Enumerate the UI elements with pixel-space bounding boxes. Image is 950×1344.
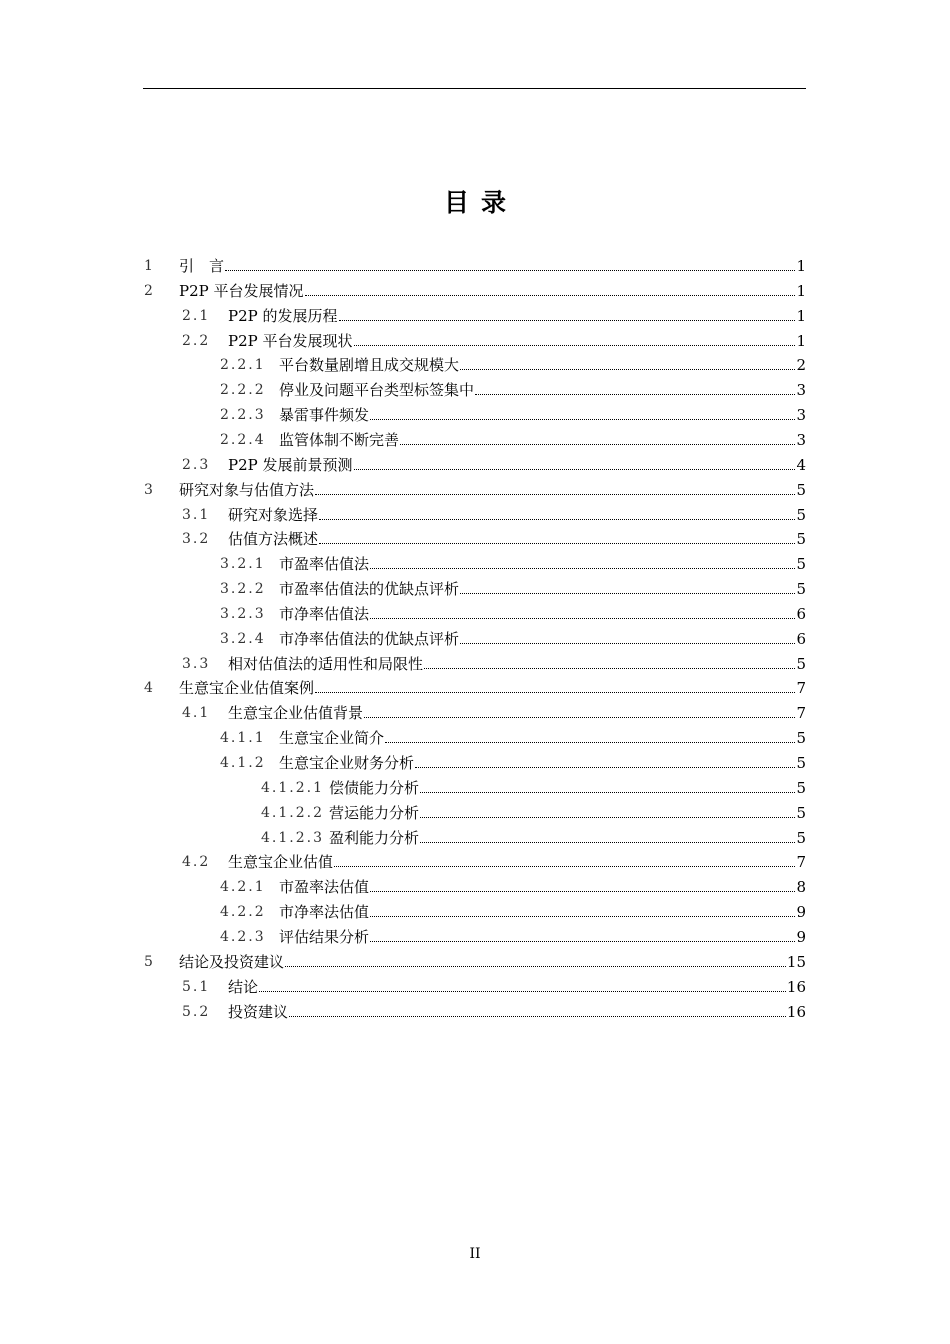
toc-entry[interactable] (0, 921, 806, 946)
toc-entry-label (279, 381, 806, 399)
toc-entry-label (279, 356, 806, 374)
toc-entry-label (279, 406, 806, 424)
toc-entry-page: 9 (796, 903, 806, 922)
toc-entry-label (279, 580, 806, 598)
toc-entry-title: 投资建议 (228, 1002, 289, 1021)
toc-entry[interactable] (0, 499, 806, 524)
toc-entry-number: 3.2.1 (220, 556, 266, 573)
dot-leader (354, 345, 796, 346)
toc-entry-title: 市净率法估值 (279, 903, 370, 922)
toc-entry-number: 3.3 (182, 655, 211, 672)
dot-leader (420, 842, 795, 843)
dot-leader (460, 643, 795, 644)
toc-entry[interactable] (0, 349, 806, 374)
toc-entry[interactable] (0, 449, 806, 474)
dot-leader (420, 817, 795, 818)
dot-leader (424, 668, 795, 669)
header-rule (143, 88, 806, 89)
toc-entry-title: P2P 的发展历程 (228, 306, 338, 325)
toc-entry-page: 5 (796, 530, 806, 549)
toc-entry-label (279, 928, 806, 946)
toc-entry-label (279, 555, 806, 573)
toc-entry[interactable] (0, 996, 806, 1021)
dot-leader (400, 444, 795, 445)
toc-entry-title: 营运能力分析 (329, 803, 420, 822)
toc-entry-number: 2.2 (182, 332, 211, 349)
toc-entry-page: 4 (796, 455, 806, 474)
toc-entry-page: 1 (796, 281, 806, 300)
toc-entry-page: 5 (796, 754, 806, 772)
dot-leader (354, 469, 796, 470)
toc-entry[interactable] (0, 548, 806, 573)
toc-entry-title: 暴雷事件频发 (279, 406, 370, 425)
toc-entry-number: 4.2.1 (220, 879, 266, 896)
toc-entry-page: 16 (786, 977, 806, 996)
page-number: II (469, 1246, 481, 1262)
toc-entry-title: 偿债能力分析 (329, 778, 420, 797)
toc-entry-title: 市净率估值法的优缺点评析 (279, 629, 460, 648)
toc-entry-number: 4.1.2.1 (261, 779, 324, 796)
toc-entry-label (279, 630, 806, 648)
toc-entry-label (228, 307, 806, 325)
dot-leader (370, 941, 795, 942)
toc-entry-label (228, 456, 806, 474)
toc-entry-number: 2.2.1 (220, 357, 266, 374)
toc-entry-title: 市盈率估值法 (279, 555, 370, 574)
dot-leader (370, 891, 795, 892)
toc-entry-label (329, 829, 806, 847)
toc-entry-number: 3.2.2 (220, 581, 266, 598)
toc-entry-page: 2 (796, 356, 806, 375)
dot-leader (339, 320, 796, 321)
toc-entry-number: 3.2.4 (220, 630, 266, 647)
toc-entry-label (279, 729, 806, 747)
toc-entry-title: 引 言 (179, 257, 225, 275)
toc-entry-label (279, 754, 806, 772)
dot-leader (370, 916, 795, 917)
toc-entry[interactable] (0, 325, 806, 350)
toc-entry[interactable] (0, 971, 806, 996)
toc-entry-label (179, 481, 806, 499)
toc-entry-title: 研究对象选择 (228, 505, 319, 524)
toc-entry-page: 5 (796, 654, 806, 673)
dot-leader (259, 991, 786, 992)
toc-entry-title: 估值方法概述 (228, 530, 319, 549)
toc-entry-title: 研究对象与估值方法 (179, 480, 315, 499)
toc-entry-number: 2 (144, 282, 155, 299)
toc-entry-number: 4.1 (182, 705, 211, 722)
toc-entry-page: 7 (796, 679, 806, 698)
toc-entry-page: 8 (796, 878, 806, 897)
toc-entry-number: 3.2 (182, 531, 211, 548)
toc-entry[interactable] (0, 300, 806, 325)
dot-leader (319, 543, 795, 544)
toc-entry-label (228, 332, 806, 350)
toc-entry-label (279, 903, 806, 921)
toc-entry-label (279, 431, 806, 449)
toc-entry-page: 5 (796, 828, 806, 847)
toc-entry[interactable] (0, 672, 806, 697)
toc-entry[interactable] (0, 946, 806, 971)
toc-entry-title: 相对估值法的适用性和局限性 (228, 654, 424, 673)
dot-leader (370, 419, 795, 420)
toc-entry-number: 5.2 (182, 1003, 211, 1020)
toc-entry-label (228, 530, 806, 548)
toc-entry-title: 盈利能力分析 (329, 828, 420, 847)
toc-entry[interactable] (0, 697, 806, 722)
toc-entry-page: 5 (796, 778, 806, 797)
toc-entry-number: 2.1 (182, 307, 211, 324)
toc-entry[interactable] (0, 474, 806, 499)
dot-leader (415, 767, 795, 768)
toc-entry-number: 4.2.2 (220, 904, 266, 921)
dot-leader (370, 618, 795, 619)
toc-entry-page: 7 (796, 853, 806, 872)
toc-entry-label (228, 506, 806, 524)
toc-entry[interactable] (0, 747, 806, 772)
toc-entry-page: 7 (796, 704, 806, 723)
toc-entry[interactable] (0, 871, 806, 896)
toc-entry[interactable] (0, 797, 806, 822)
toc-entry-number: 3.1 (182, 506, 211, 523)
dot-leader (334, 866, 795, 867)
toc-entry-label (228, 655, 806, 673)
toc-entry-page: 1 (796, 257, 806, 275)
toc-entry[interactable] (0, 523, 806, 548)
toc-entry-page: 3 (796, 381, 806, 400)
toc-entry-page: 6 (796, 629, 806, 648)
toc-entry-label (179, 953, 806, 971)
dot-leader (289, 1016, 786, 1017)
toc-entry[interactable] (0, 648, 806, 673)
toc-entry-title: 市净率估值法 (279, 604, 370, 623)
toc-entry[interactable] (0, 250, 806, 275)
toc-entry-page: 5 (796, 480, 806, 499)
toc-entry-number: 2.3 (182, 456, 211, 473)
toc-entry-number: 2.2.4 (220, 431, 266, 448)
toc-entry-title: 评估结果分析 (279, 927, 370, 946)
dot-leader (285, 966, 786, 967)
toc-entry[interactable] (0, 399, 806, 424)
toc-entry-label (179, 282, 806, 300)
toc-entry-title: P2P 发展前景预测 (228, 455, 353, 474)
toc-entry[interactable] (0, 772, 806, 797)
dot-leader (364, 717, 795, 718)
toc-entry-number: 4.1.2.2 (261, 804, 324, 821)
toc-entry-page: 3 (796, 406, 806, 425)
toc-entry-label (179, 679, 806, 697)
toc-entry[interactable] (0, 822, 806, 847)
toc-entry-label (329, 804, 806, 822)
dot-leader (460, 593, 795, 594)
toc-entry-number: 2.2.2 (220, 382, 266, 399)
toc-entry-page: 9 (796, 927, 806, 946)
dot-leader (225, 270, 795, 271)
toc-entry-number: 4.2 (182, 854, 211, 871)
toc-entry[interactable] (0, 598, 806, 623)
toc-entry-page: 15 (786, 952, 806, 971)
toc-entry-title: 监管体制不断完善 (279, 430, 400, 449)
toc-entry-number: 4.1.2 (220, 755, 266, 771)
dot-leader (319, 519, 795, 520)
toc-entry-page: 5 (796, 555, 806, 574)
toc-entry-page: 5 (796, 803, 806, 822)
toc-entry[interactable] (0, 722, 806, 747)
toc-entry-page: 3 (796, 430, 806, 449)
toc-entry-label (279, 605, 806, 623)
toc-entry-number: 4 (144, 680, 155, 697)
toc-entry[interactable] (0, 573, 806, 598)
toc-entry-label (228, 978, 806, 996)
toc-entry[interactable] (0, 275, 806, 300)
toc-entry-page: 16 (786, 1002, 806, 1021)
toc-entry[interactable] (0, 846, 806, 871)
toc-entry-page: 1 (796, 331, 806, 350)
toc-entry-number: 5 (144, 953, 155, 970)
toc-entry-title: 生意宝企业估值案例 (179, 679, 315, 698)
toc-entry[interactable] (0, 374, 806, 399)
toc-entry-page: 5 (796, 729, 806, 748)
dot-leader (315, 494, 795, 495)
toc-entry-title: 结论 (228, 977, 259, 996)
toc-entry-label (228, 1003, 806, 1021)
toc-entry[interactable] (0, 623, 806, 648)
toc-entry-title: 生意宝企业简介 (279, 729, 385, 748)
toc-entry-number: 3.2.3 (220, 605, 266, 622)
toc-entry-title: P2P 平台发展现状 (228, 331, 353, 350)
dot-leader (475, 394, 795, 395)
toc-entry-page: 1 (796, 306, 806, 325)
toc-entry-label (228, 853, 806, 871)
toc-entry-number: 1 (144, 258, 155, 274)
toc-entry-number: 5.1 (182, 978, 211, 995)
toc-entry-title: 生意宝企业估值背景 (228, 704, 364, 723)
dot-leader (305, 295, 796, 296)
toc-entry-title: 市盈率估值法的优缺点评析 (279, 580, 460, 599)
toc-entry-number: 4.2.3 (220, 928, 266, 945)
toc-entry-title: 停业及问题平台类型标签集中 (279, 381, 475, 400)
toc-entry-title: 市盈率法估值 (279, 878, 370, 897)
dot-leader (460, 369, 795, 370)
toc-entry-title: 生意宝企业财务分析 (279, 754, 415, 772)
toc-entry-page: 5 (796, 505, 806, 524)
dot-leader (370, 568, 795, 569)
toc-title: 目录 (443, 188, 518, 217)
dot-leader (385, 742, 795, 743)
toc-entry-title: 生意宝企业估值 (228, 853, 334, 872)
toc-entry-label (329, 779, 806, 797)
toc-entry[interactable] (0, 896, 806, 921)
toc-entry-title: 平台数量剧增且成交规模大 (279, 356, 460, 375)
toc-entry-page: 6 (796, 604, 806, 623)
toc-entry-title: P2P 平台发展情况 (179, 281, 304, 300)
toc-entry-label (228, 704, 806, 722)
toc-entry-label (279, 878, 806, 896)
toc-entry-number: 4.1.2.3 (261, 829, 324, 846)
toc-entry-label (179, 257, 806, 275)
toc-entry[interactable] (0, 424, 806, 449)
toc-entry-number: 4.1.1 (220, 730, 266, 747)
toc-entry-title: 结论及投资建议 (179, 952, 285, 971)
dot-leader (420, 792, 795, 793)
dot-leader (315, 692, 795, 693)
toc-entry-page: 5 (796, 580, 806, 599)
toc-entry-number: 3 (144, 481, 155, 498)
toc-entry-number: 2.2.3 (220, 407, 266, 424)
